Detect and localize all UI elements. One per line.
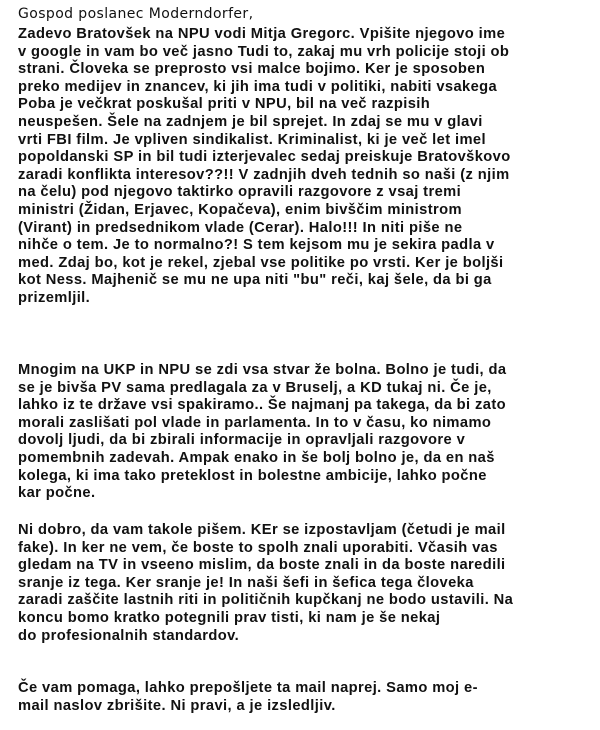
text-line: koncu bomo kratko potegnili prav tisti, ki nam je še nekaj <box>18 609 441 626</box>
text-line: Mnogim na UKP in NPU se zdi vsa stvar že bolna. Bolno je tudi, da <box>18 362 507 378</box>
text-line: med. Zdaj bo, kot je rekel, zjebal vse politike po vrsti. Ker je boljši <box>18 254 504 271</box>
text-line: do profesionalnih standardov. <box>18 627 240 644</box>
text-line: dovolj ljudi, da bi zbirali informacije in opravljali razgovore v <box>18 432 466 449</box>
text-line: nihče o tem. Je to normalno?! S tem kejsom mu je sekira padla v <box>18 237 495 254</box>
text-line: Če vam pomaga, lahko prepošljete ta mail naprej. Samo moj e- <box>18 680 478 696</box>
letter-paragraph-4 <box>18 680 600 715</box>
letter-paragraph-1 <box>18 26 600 308</box>
text-line: v google in vam bo več jasno Tudi to, zakaj mu vrh policije stoji ob <box>18 43 510 60</box>
text-line: gledam na TV in vseeno mislim, da boste znali in da boste naredili <box>18 557 506 574</box>
text-line: ministri (Židan, Erjavec, Kopačeva), enim bivščim ministrom <box>18 201 462 218</box>
letter-greeting: Gospod poslanec Moderndorfer, <box>18 6 254 22</box>
letter-paragraph-2 <box>18 362 600 503</box>
text-line: vrti FBI film. Je vpliven sindikalist. Kriminalist, ki je več let imel <box>18 131 486 148</box>
text-line: Zadevo Bratovšek na NPU vodi Mitja Gregorc. Vpišite njegovo ime <box>18 26 506 42</box>
text-line: pomembnih zadevah. Ampak enako in še bolj bolno je, da en naš <box>18 449 495 466</box>
text-line: strani. Človeka se preprosto vsi malce bojimo. Ker je sposoben <box>18 61 486 78</box>
text-line: kolega, ki ima tako preteklost in bolestne ambicije, lahko počne <box>18 467 487 484</box>
text-line: lahko iz te države vsi spakiramo.. Še najmanj pa takega, da bi zato <box>18 397 506 414</box>
text-line: (Virant) in predsednikom vlade (Cerar). Halo!!! In niti piše ne <box>18 219 463 236</box>
text-line: fake). In ker ne vem, če boste to spolh znali uporabiti. Včasih vas <box>18 539 498 556</box>
text-line: zaradi zaščite lastnih riti in političnih kupčkanj ne bodo ustavili. Na <box>18 592 514 609</box>
text-line: mail naslov zbrišite. Ni pravi, a je izsledljiv. <box>18 697 336 714</box>
text-line: zaradi konflikta interesov??!! V zadnjih dveh tednih so naši (z njim <box>18 166 510 183</box>
text-line: Ni dobro, da vam takole pišem. KEr se izpostavljam (četudi je mail <box>18 522 506 538</box>
text-line: morali zaslišati pol vlade in parlamenta. In to v času, ko nimamo <box>18 414 492 431</box>
text-line: kot Ness. Majhenič se mu ne upa niti "bu" reči, kaj šele, da bi ga <box>18 272 492 289</box>
text-line: se je bivša PV sama predlagala za v Bruselj, a KD tukaj ni. Če je, <box>18 379 492 396</box>
text-line: prizemljil. <box>18 289 91 306</box>
text-line: neuspešen. Šele na zadnjem je bil sprejet. In zdaj se mu v glavi <box>18 113 483 130</box>
text-line: Poba je večkrat poskušal priti v NPU, bil na več razpisih <box>18 96 431 113</box>
text-line: sranje iz tega. Ker sranje je! In naši šefi in šefica tega človeka <box>18 574 474 591</box>
text-line: kar počne. <box>18 485 96 502</box>
text-line: preko medijev in znancev, ki jih ima tudi v politiki, nabiti vsakega <box>18 78 498 95</box>
letter-paragraph-3 <box>18 522 600 645</box>
text-line: popoldanski SP in bil tudi izterjevalec sedaj preiskuje Bratovškovo <box>18 149 511 166</box>
text-line: na čelu) pod njegovo taktirko opravili razgovore z vsaj tremi <box>18 184 462 201</box>
